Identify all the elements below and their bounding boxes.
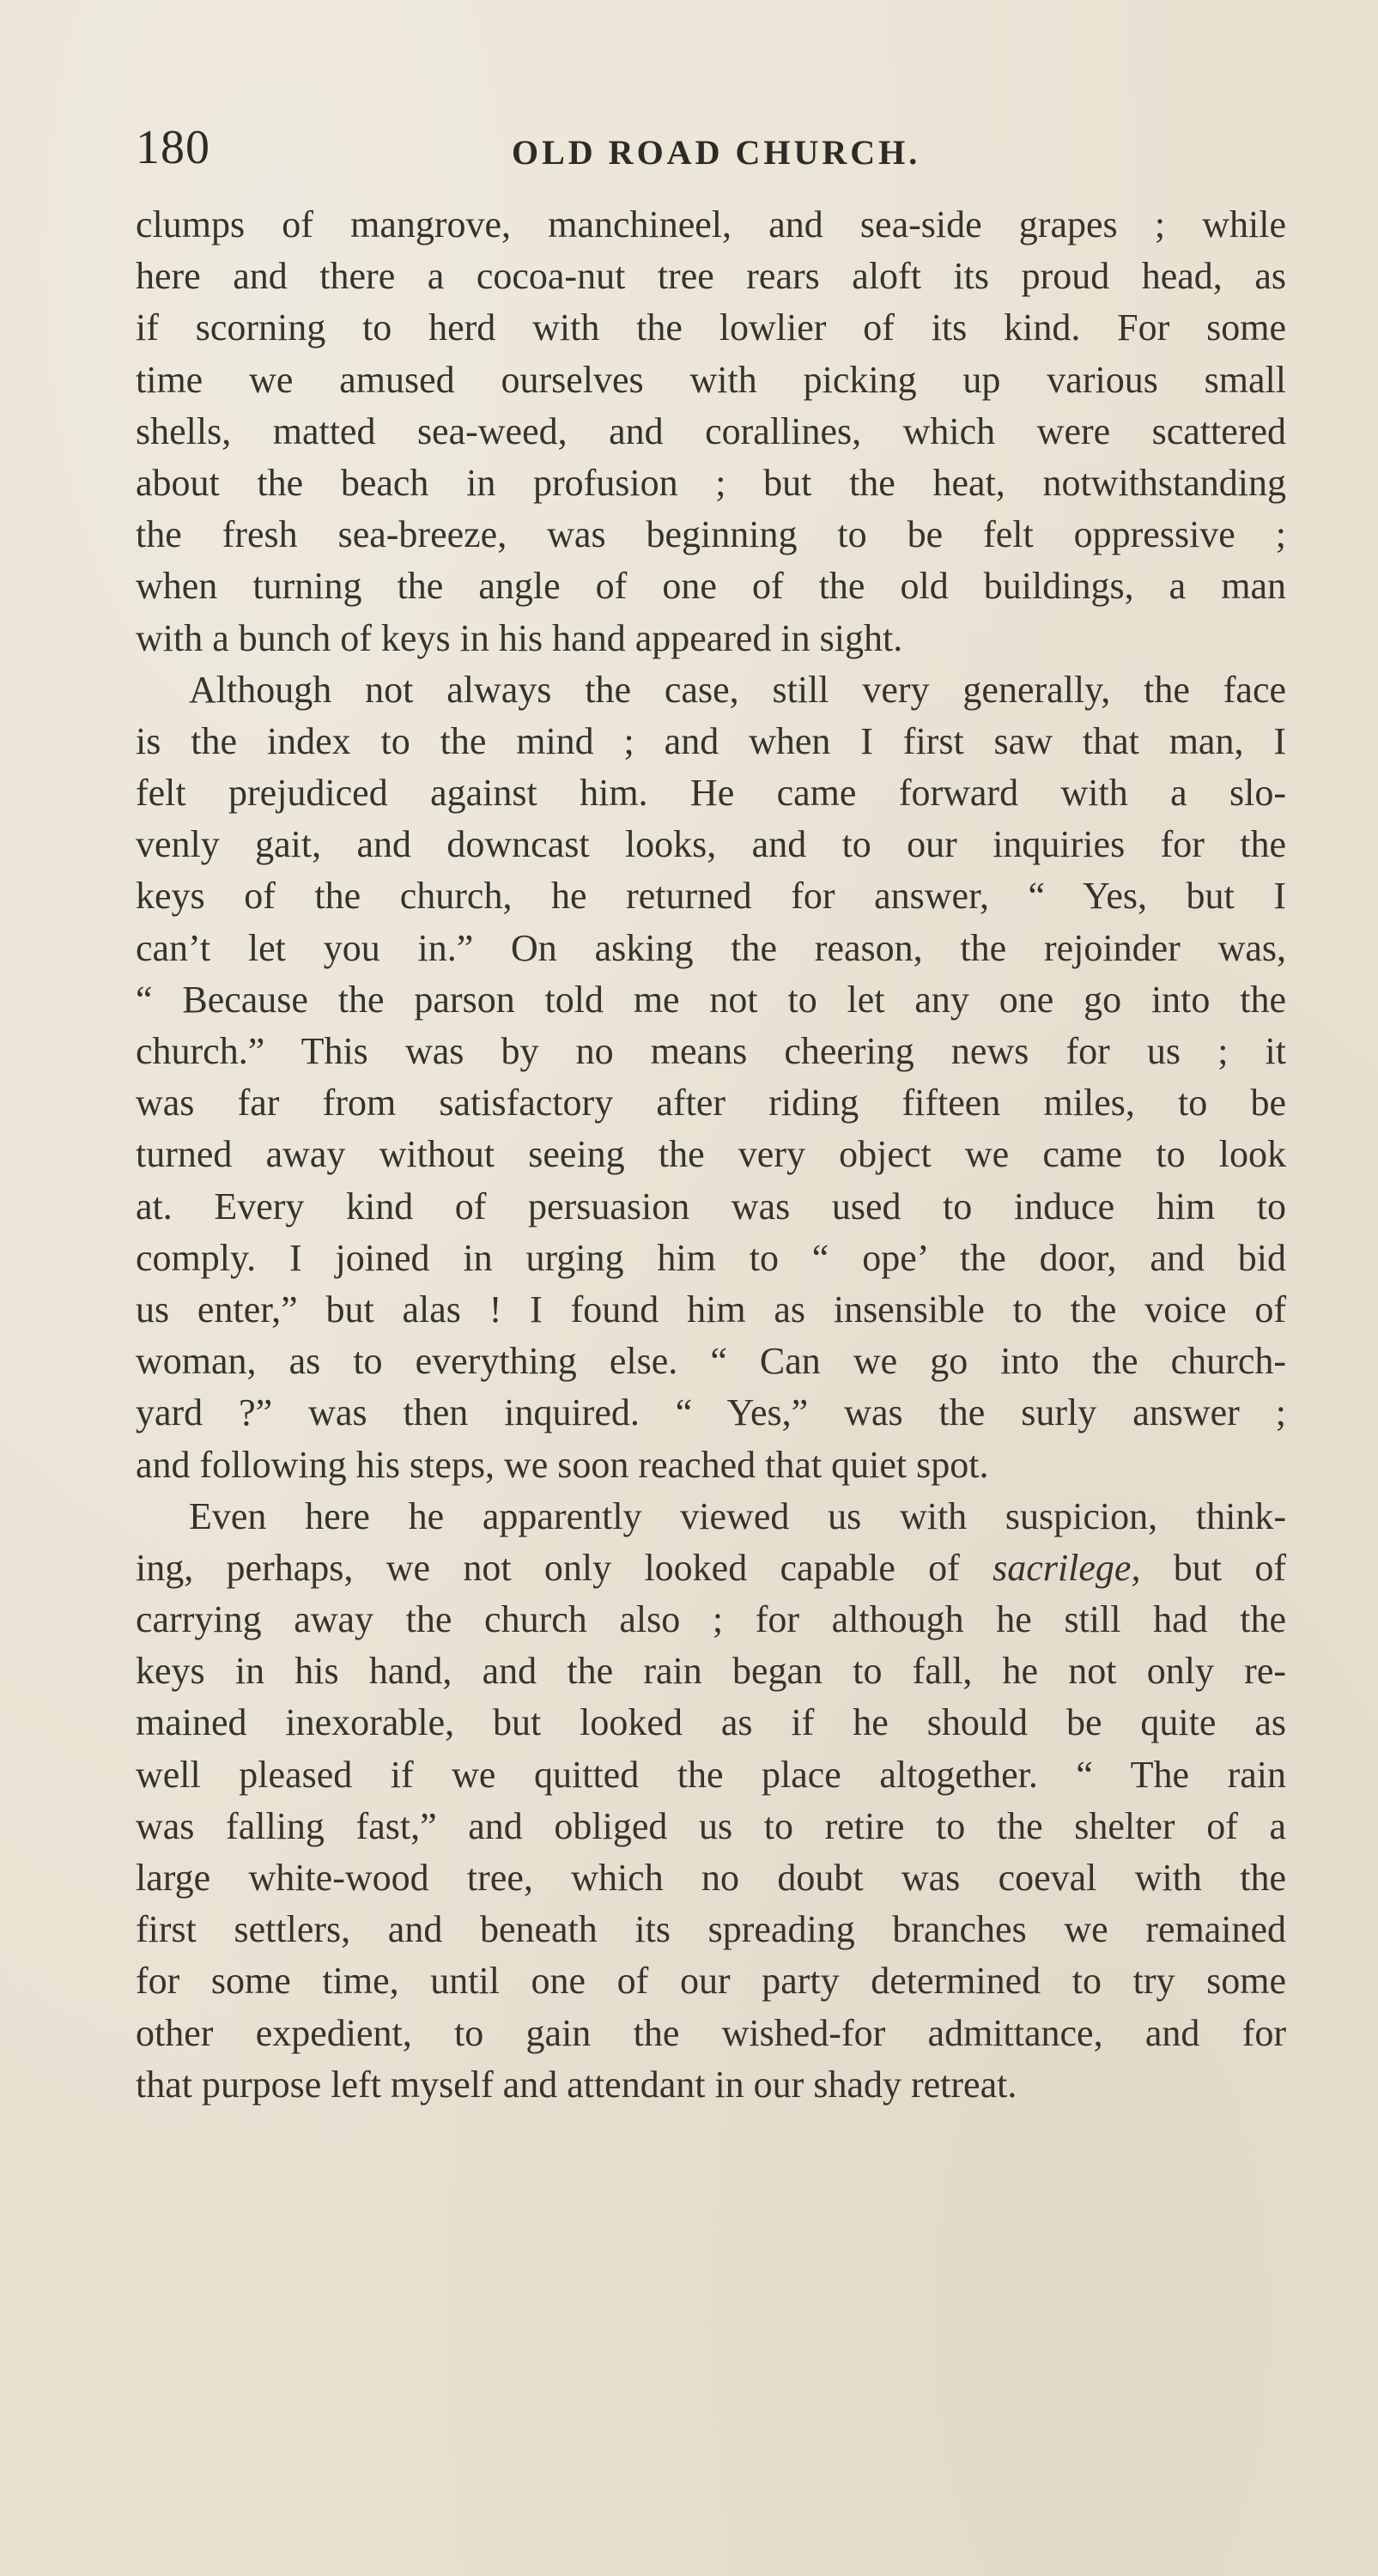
text-line: other expedient, to gain the wished-for admittance, and for — [136, 2011, 1286, 2054]
text-line: yard ?” was then inquired. “ Yes,” was the surly answer ; — [136, 1391, 1286, 1434]
text-line: about the beach in profusion ; but the heat, notwithstanding — [136, 461, 1286, 504]
text-line: first settlers, and beneath its spreading branches we remained — [136, 1908, 1286, 1951]
running-head — [136, 120, 1295, 180]
text-line: large white-wood tree, which no doubt was coeval with the — [136, 1857, 1286, 1899]
text-fragment: but of — [1173, 1546, 1286, 1589]
text-line: can’t let you in.” On asking the reason, the rejoinder was, — [136, 926, 1286, 969]
text-line: here and there a cocoa-nut tree rears aloft its proud head, as — [136, 255, 1286, 298]
text-line: carrying away the church also ; for although he still had the — [136, 1598, 1286, 1641]
text-line: time we amused ourselves with picking up various small — [136, 358, 1286, 401]
page-number: 180 — [136, 121, 210, 174]
text-line: venly gait, and downcast looks, and to our inquiries for the — [136, 823, 1286, 866]
text-line: Even here he apparently viewed us with suspicion, think- — [189, 1494, 1286, 1537]
text-line: for some time, until one of our party determined to try some — [136, 1960, 1286, 2003]
text-line: us enter,” but alas ! I found him as insensible to the voice of — [136, 1288, 1286, 1330]
text-line: when turning the angle of one of the old buildings, a man — [136, 565, 1286, 608]
text-line: keys in his hand, and the rain began to fall, he not only re- — [136, 1650, 1286, 1693]
text-line: at. Every kind of persuasion was used to induce him to — [136, 1185, 1286, 1227]
text-body — [136, 199, 1286, 2111]
text-line: was falling fast,” and obliged us to retire to the shelter of a — [136, 1804, 1286, 1847]
text-line: if scorning to herd with the lowlier of its kind. For some — [136, 306, 1286, 349]
text-line: well pleased if we quitted the place altogether. “ The rain — [136, 1753, 1286, 1796]
text-line: clumps of mangrove, manchineel, and sea-side grapes ; while — [136, 203, 1286, 245]
text-line: “ Because the parson told me not to let any one go into the — [136, 978, 1286, 1021]
text-line: the fresh sea-breeze, was beginning to be felt oppressive ; — [136, 513, 1286, 556]
text-line: mained inexorable, but looked as if he should be quite as — [136, 1701, 1286, 1744]
text-line: and following his steps, we soon reached that quiet spot. — [136, 1443, 989, 1486]
text-line: church.” This was by no means cheering news for us ; it — [136, 1030, 1286, 1072]
italic-word: sacrilege, — [993, 1546, 1141, 1589]
text-line-with-italic — [136, 1543, 1286, 1594]
text-line: keys of the church, he returned for answer, “ Yes, but I — [136, 875, 1286, 918]
text-line: is the index to the mind ; and when I first saw that man, I — [136, 719, 1286, 762]
text-line: comply. I joined in urging him to “ ope’ the door, and bid — [136, 1236, 1286, 1279]
text-line: was far from satisfactory after riding fifteen miles, to be — [136, 1082, 1286, 1124]
text-line: that purpose left myself and attendant in our shady retreat. — [136, 2063, 1017, 2106]
text-line: felt prejudiced against him. He came forward with a slo- — [136, 772, 1286, 815]
text-line: with a bunch of keys in his hand appeared in sight. — [136, 616, 903, 659]
text-line: turned away without seeing the very object we came to look — [136, 1133, 1286, 1176]
text-line: shells, matted sea-weed, and corallines, which were scattered — [136, 409, 1286, 452]
text-line: woman, as to everything else. “ Can we go into the church- — [136, 1340, 1286, 1383]
text-fragment: ing, perhaps, we not only looked capable of — [136, 1546, 960, 1589]
text-line: Although not always the case, still very generally, the face — [189, 668, 1286, 711]
running-title: OLD ROAD CHURCH. — [512, 133, 921, 172]
